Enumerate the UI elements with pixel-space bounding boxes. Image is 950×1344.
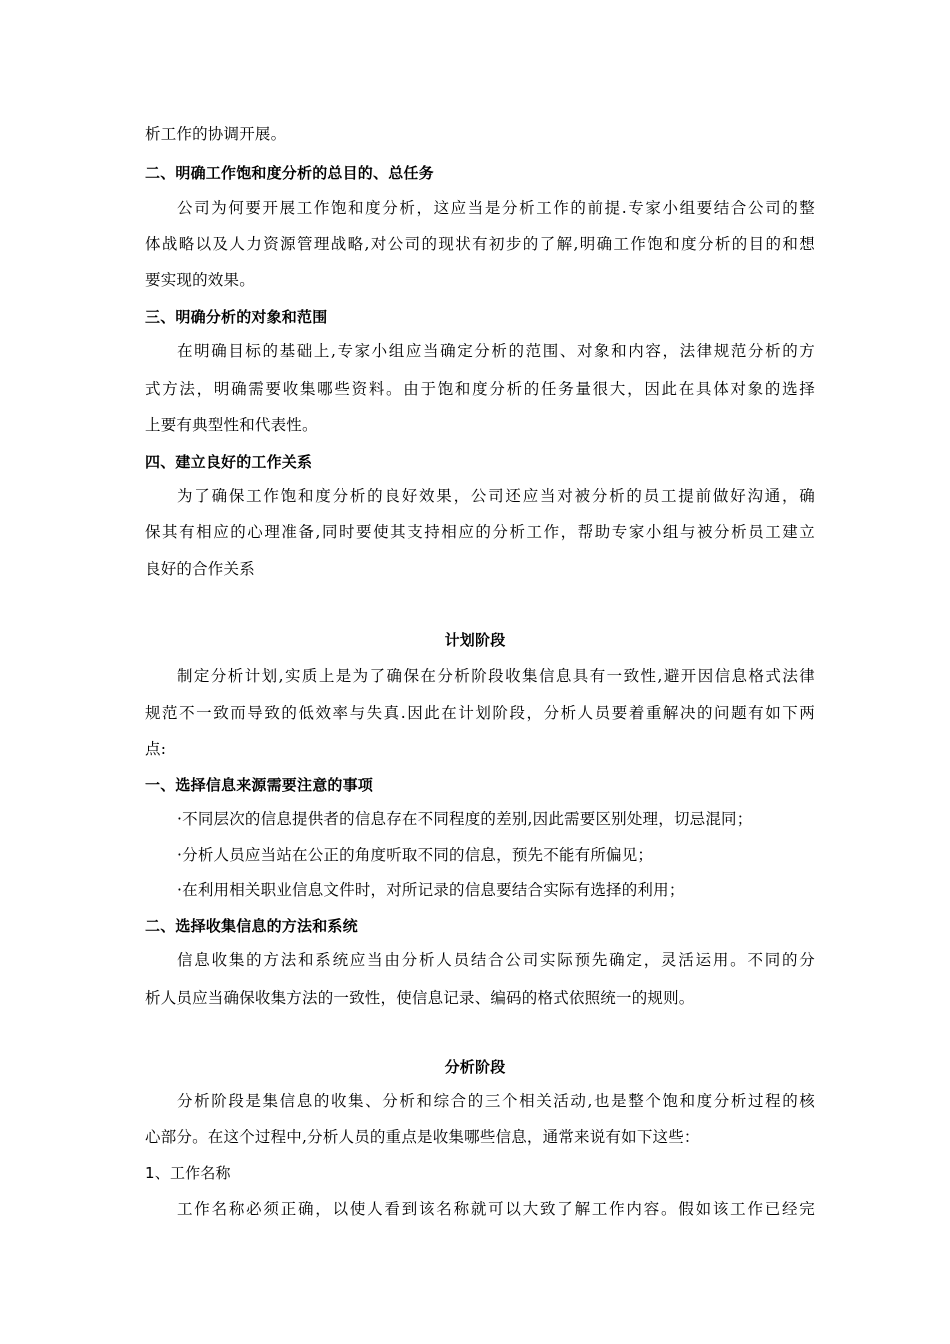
section-heading: 一、选择信息来源需要注意的事项 [145, 776, 374, 794]
section-heading: 二、明确工作饱和度分析的总目的、总任务 [145, 164, 434, 182]
paragraph-line: 体战略以及人力资源管理战略,对公司的现状有初步的了解,明确工作饱和度分析的目的和想 [145, 235, 815, 253]
paragraph-line: 式方法，明确需要收集哪些资料。由于饱和度分析的任务量很大，因此在具体对象的选择 [145, 380, 815, 398]
paragraph-line: 规范不一致而导致的低效率与失真.因此在计划阶段，分析人员要着重解决的问题有如下两 [145, 704, 815, 722]
section-heading: 三、明确分析的对象和范围 [145, 308, 328, 326]
paragraph-line: 点: [145, 740, 167, 758]
paragraph-line: 公司为何要开展工作饱和度分析，这应当是分析工作的前提.专家小组要结合公司的整 [177, 199, 815, 217]
paragraph-line: 信息收集的方法和系统应当由分析人员结合公司实际预先确定，灵活运用。不同的分 [177, 951, 815, 969]
paragraph-line: 工作名称必须正确，以使人看到该名称就可以大致了解工作内容。假如该工作已经完 [177, 1200, 815, 1218]
paragraph-line: 要实现的效果。 [145, 271, 255, 289]
paragraph-line: 为了确保工作饱和度分析的良好效果，公司还应当对被分析的员工提前做好沟通，确 [177, 487, 815, 505]
stage-title: 计划阶段 [444, 631, 506, 649]
paragraph-line: 制定分析计划,实质上是为了确保在分析阶段收集信息具有一致性,避开因信息格式法律 [177, 667, 815, 685]
paragraph-line: 在明确目标的基础上,专家小组应当确定分析的范围、对象和内容，法律规范分析的方 [177, 342, 815, 360]
list-item: ·不同层次的信息提供者的信息存在不同程度的差别,因此需要区别处理，切忌混同； [177, 810, 753, 828]
paragraph-line: 心部分。在这个过程中,分析人员的重点是收集哪些信息，通常来说有如下这些： [145, 1128, 700, 1146]
numbered-heading: 1、工作名称 [145, 1164, 231, 1182]
paragraph-line: 保其有相应的心理准备,同时要使其支持相应的分析工作，帮助专家小组与被分析员工建立 [145, 523, 815, 541]
paragraph-line: 析人员应当确保收集方法的一致性，使信息记录、编码的格式依照统一的规则。 [145, 989, 695, 1007]
list-item: ·在利用相关职业信息文件时，对所记录的信息要结合实际有选择的利用； [177, 881, 685, 899]
section-heading: 二、选择收集信息的方法和系统 [145, 917, 358, 935]
paragraph-line: 良好的合作关系 [145, 560, 255, 578]
paragraph-line: 上要有典型性和代表性。 [145, 416, 318, 434]
section-heading: 四、建立良好的工作关系 [145, 453, 313, 471]
paragraph-line: 分析阶段是集信息的收集、分析和综合的三个相关活动,也是整个饱和度分析过程的核 [177, 1092, 815, 1110]
stage-title: 分析阶段 [444, 1058, 506, 1076]
list-item: ·分析人员应当站在公正的角度听取不同的信息，预先不能有所偏见； [177, 846, 654, 864]
paragraph-line: 析工作的协调开展。 [145, 125, 287, 143]
